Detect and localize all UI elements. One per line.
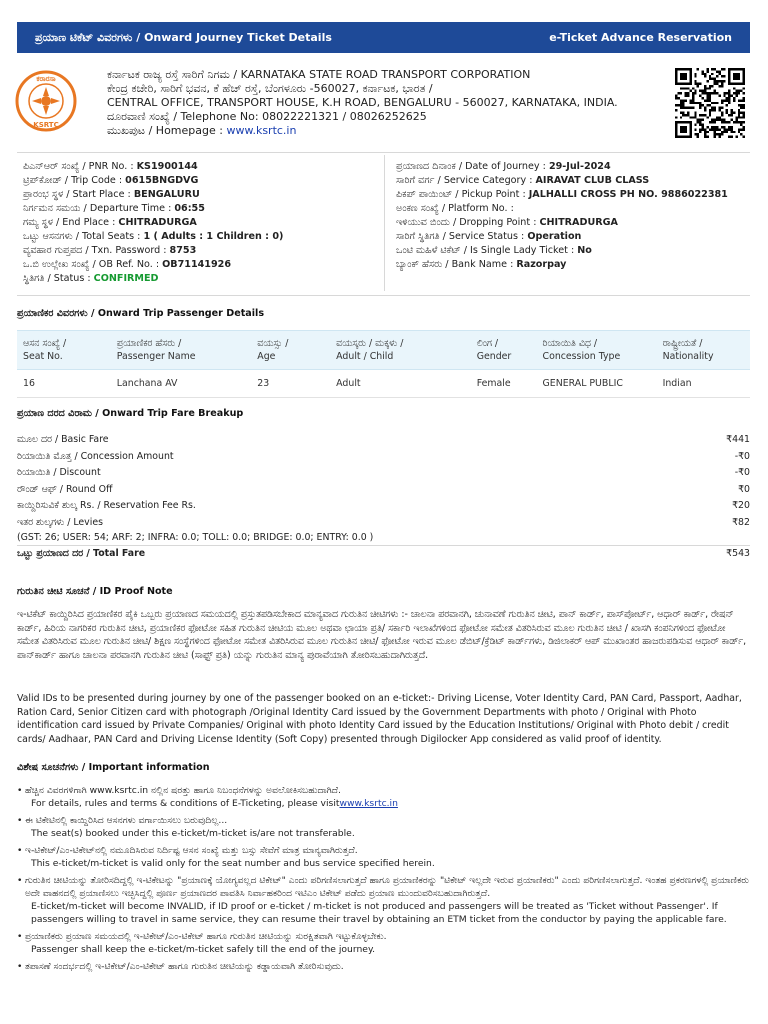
corp-name: ಕರ್ನಾಟಕ ರಾಜ್ಯ ರಸ್ತೆ ಸಾರಿಗೆ ನಿಗಮ / KARNATAKA STATE ROAD TRANSPORT CORPORATION: [107, 68, 531, 81]
info-row: [396, 174, 728, 188]
note-kannada: ಹೆಚ್ಚಿನ ವಿವರಗಳಿಗಾಗಿ www.ksrtc.in ನಲ್ಲಿನ ಷರತ್ತು ಹಾಗೂ ನಿಬಂಧನೆಗಳನ್ನು ಅವಲೋಕಿಸಬಹುದಾಗಿದೆ.: [25, 785, 341, 796]
table-cell: Indian: [657, 370, 750, 398]
note-kannada: ಇ-ಟಿಕೇಟ್/ಎಂ-ಟಿಕೇಟ್‌ನಲ್ಲಿ ನಮೂದಿಸಿರುವ ನಿರ್ದಿಷ್ಟ ಆಸನ ಸಂಖ್ಯೆ ಮತ್ತು ಬಸ್ಸು ಸೇವೆಗೆ ಮಾತ್ರ ಮಾನ್ಯವಾಗಿರುತ್ತದೆ.: [25, 845, 358, 856]
info-label: ಸಾರಿಗೆ ಸ್ಥಿತಿಗತಿ / Service Status :: [396, 231, 528, 242]
fare-value: ₹20: [732, 500, 750, 512]
table-cell: 16: [17, 370, 111, 398]
note-english: Passenger shall keep the e-ticket/m-ticket safely till the end of the journey.: [31, 944, 375, 955]
fare-section-title: ಪ್ರಯಾಣ ದರದ ವಿರಾಮ / Onward Trip Fare Breakup: [17, 408, 244, 419]
ksrtc-logo-icon: [15, 70, 77, 132]
column-header-en: Adult / Child: [336, 351, 394, 362]
list-item: [17, 784, 750, 810]
fare-label: ರಿಯಾಯಿತಿ ಮೊತ್ತ / Concession Amount: [17, 450, 174, 462]
ticket-type: e-Ticket Advance Reservation: [549, 31, 732, 44]
column-header: [251, 331, 330, 370]
column-divider: [384, 155, 385, 291]
fare-row: [17, 517, 750, 528]
column-header: [111, 331, 252, 370]
info-value: CONFIRMED: [93, 273, 159, 284]
important-info-title: ವಿಶೇಷ ಸೂಚನೆಗಳು / Important information: [17, 762, 210, 773]
list-item: [17, 930, 750, 956]
note-english: For details, rules and terms & conditions of E-Ticketing, please visit: [31, 798, 340, 809]
fare-value: ₹0: [738, 483, 750, 495]
column-header-en: Nationality: [662, 351, 714, 362]
fare-label: ರಿಯಾಯಿತಿ / Discount: [17, 467, 101, 479]
fare-label: ಕಾಯ್ದಿರಿಸುವಿಕೆ ಶುಲ್ಕ Rs. / Reservation Fee Rs.: [17, 500, 196, 512]
info-label: ಅಂಕಣ ಸಂಖ್ಯೆ / Platform No. :: [396, 203, 514, 214]
table-cell: 23: [251, 370, 330, 398]
note-english: This e-ticket/m-ticket is valid only for the seat number and bus service specified herein.: [31, 858, 435, 869]
table-row: [17, 370, 750, 398]
bullet-icon: •: [17, 785, 23, 796]
corp-address-en: CENTRAL OFFICE, TRANSPORT HOUSE, K.H ROAD, BENGALURU - 560027, KARNATAKA, INDIA.: [107, 96, 618, 109]
id-proof-kannada: ಇ-ಟಿಕೆಟ್ ಕಾಯ್ದಿರಿಸಿದ ಪ್ರಯಾಣಿಕರ ಪೈಕಿ ಒಬ್ಬರು ಪ್ರಯಾಣದ ಸಮಯದಲ್ಲಿ ಪ್ರಸ್ತುತಪಡಿಸಬೇಕಾದ ಮಾನ್ಯವಾದ ಗುರುತಿನ ಚೀಟಿಗಳು :- ಚಾಲನಾ ಪರವಾನಗಿ, ಚುನಾವಣೆ ಗುರುತಿನ ಚೀಟಿ, ಪಾನ್ ಕಾರ್ಡ್, ಪಾಸ್‌ಪೋರ್ಟ್, ಆಧಾರ್ ಕಾರ್ಡ್, ರೇಷನ್ ಕಾರ್ಡ್, ಹಿರಿಯ ನಾಗರಿಕರ ಗುರುತಿನ ಚೀಟಿ, ಪ್ರಯಾಣಿಕರ ಫೋಟೋ ಸಹಿತ ಗುರುತಿನ ಚೀಟಿಯ ಮೂಲ ಅಥವಾ ಛಾಯಾ ಪ್ರತಿ/ ಸರ್ಕಾರಿ ಇಲಾಖೆಗಳಿಂದ ಫೋಟೋ ಸಮೇತ ವಿತರಿಸಿರುವ ಮೂಲ ಗುರುತಿನ ಚೀಟಿ / ಖಾಸಗಿ ಕಂಪನಿಗಳಿಂದ ಫೋಟೋ ಸಮೇತ ವಿತರಿಸಿರುವ ಮೂಲ ಗುರುತಿನ ಚೀಟಿ/ ಶಿಕ್ಷಣ ಸಂಸ್ಥೆಗಳಿಂದ ಫೋಟೋ ಸಮೇತ ವಿತರಿಸಿರುವ ಮೂಲ ಗುರುತಿನ ಚೀಟಿ/ ಫೋಟೋ ಇರುವ ಮೂಲ ಡೆಬಿಟ್/ಕ್ರೆಡಿಟ್ ಕಾರ್ಡ್‌ಗಳು, ಡಿಜಿಲಾಕರ್ ಆಪ್ ಮುಖಾಂತರ ಹಾಜರುಪಡಿಸುವ ಆಧಾರ್ ಕಾರ್ಡ್, ಪಾನ್‌ಕಾರ್ಡ್ ಹಾಗೂ ಚಾಲನಾ ಪರವಾನಗಿ ಗುರುತಿನ ಚೀಟಿ (ಸಾಫ್ಟ್ ಪ್ರತಿ) ಯನ್ನು ಗುರುತಿನ ಮಾನ್ಯ ಪುರಾವೆಯಾಗಿ ತೋರಿಸಬಹುದಾಗಿರುತ್ತದೆ.: [17, 609, 747, 661]
info-label: ಟ್ರಿಪ್‌ಕೋಡ್ / Trip Code :: [23, 175, 126, 186]
fare-label: ಇತರ ಶುಲ್ಕಗಳು / Levies: [17, 517, 103, 528]
bullet-icon: •: [17, 931, 23, 942]
column-header-en: Gender: [476, 351, 512, 362]
info-value: 29-Jul-2024: [548, 161, 611, 172]
note-kannada: ಈ ಟಿಕೇಟಿನಲ್ಲಿ ಕಾಯ್ದಿರಿಸಿದ ಆಸನಗಳು ವರ್ಗಾಯಿಸಲು ಬರುವುದಿಲ್ಲ...: [25, 815, 228, 826]
corp-homepage-row: [107, 124, 618, 138]
fare-label: ರೌಂಡ್ ಆಫ್ / Round Off: [17, 483, 113, 495]
info-label: ಇಳಿಯುವ ಬಿಂದು / Dropping Point :: [396, 217, 540, 228]
info-value: 06:55: [174, 203, 205, 214]
bullet-icon: •: [17, 875, 23, 886]
info-label: ಪ್ರಾರಂಭ ಸ್ಥಳ / Start Place :: [23, 189, 134, 200]
info-row: [23, 188, 283, 202]
fare-row: [17, 467, 750, 478]
column-header-kn: ಲಿಂಗ /: [476, 338, 499, 349]
info-value: 8753: [169, 245, 197, 256]
info-row: [23, 230, 283, 244]
corp-address-kn: ಕೇಂದ್ರ ಕಚೇರಿ, ಸಾರಿಗೆ ಭವನ, ಕೆ ಹೆಚ್ ರಸ್ತೆ, ಬೆಂಗಳೂರು -560027, ಕರ್ನಾಟಕ, ಭಾರತ /: [107, 82, 433, 95]
info-row: [396, 202, 728, 216]
info-label: ಸಾರಿಗೆ ವರ್ಗ / Service Category :: [396, 175, 536, 186]
info-value: CHITRADURGA: [539, 217, 618, 228]
column-header-kn: ಪ್ರಯಾಣಿಕರ ಹೆಸರು /: [116, 338, 182, 349]
info-value: BENGALURU: [133, 189, 200, 200]
info-row: [396, 216, 728, 230]
info-value: AIRAVAT CLUB CLASS: [535, 175, 650, 186]
corporation-info: [107, 68, 618, 138]
corp-telephone: ದೂರವಾಣಿ ಸಂಖ್ಯೆ / Telephone No: 08022221321 / 08026252625: [107, 110, 427, 123]
info-value: OB71141926: [162, 259, 232, 270]
fare-value: -₹0: [734, 450, 750, 462]
divider: [17, 295, 750, 296]
divider: [17, 152, 750, 153]
info-label: ಪ್ರಯಾಣದ ದಿನಾಂಕ / Date of Journey :: [396, 161, 549, 172]
note-link[interactable]: www.ksrtc.in: [339, 798, 398, 809]
column-header-kn: ರಾಷ್ಟ್ರೀಯತೆ /: [662, 338, 703, 349]
column-header-en: Concession Type: [542, 351, 621, 362]
info-value: Operation: [527, 231, 582, 242]
qr-code-icon: [674, 68, 746, 138]
table-cell: GENERAL PUBLIC: [537, 370, 657, 398]
passenger-table: [17, 330, 750, 398]
info-label: ಒಟ್ಟು ಆಸನಗಳು / Total Seats :: [23, 231, 144, 242]
list-item: [17, 960, 750, 973]
list-item: [17, 814, 750, 840]
info-row: [23, 272, 283, 286]
table-cell: Lanchana AV: [111, 370, 252, 398]
journey-info-right: [396, 160, 728, 272]
info-label: ವ್ಯವಹಾರ ಗುಪ್ತಪದ / Txn. Password :: [23, 245, 170, 256]
journey-info-left: [23, 160, 283, 286]
note-kannada: ತಪಾಸಣೆ ಸಂದರ್ಭದಲ್ಲಿ ಇ-ಟಿಕೇಟ್/ಎಂ-ಟಿಕೇಟ್ ಹಾಗೂ ಗುರುತಿನ ಚೀಟಿಯನ್ನು ಕಡ್ಡಾಯವಾಗಿ ತೋರಿಸುವುದು.: [25, 961, 344, 972]
info-value: 0615BNGDVG: [125, 175, 199, 186]
important-notes-list: [17, 784, 750, 977]
info-value: JALHALLI CROSS PH NO. 9886022381: [528, 189, 728, 200]
info-row: [23, 258, 283, 272]
column-header: [17, 331, 111, 370]
note-kannada: ಪ್ರಯಾಣಿಕರು ಪ್ರಯಾಣ ಸಮಯದಲ್ಲಿ ಇ-ಟಿಕೇಟ್/ಎಂ-ಟಿಕೇಟ್ ಹಾಗೂ ಗುರುತಿನ ಚೀಟಿಯನ್ನು ಸುರಕ್ಷಿತವಾಗಿ ಇಟ್ಟುಕೊಳ್ಳಬೇಕು.: [25, 931, 387, 942]
fare-row: [17, 434, 750, 445]
passenger-section-title: ಪ್ರಯಾಣಿಕರ ವಿವರಗಳು / Onward Trip Passenger Details: [17, 308, 265, 319]
table-cell: Adult: [330, 370, 471, 398]
fare-label: ಮೂಲ ದರ / Basic Fare: [17, 434, 109, 445]
fare-row: [17, 500, 750, 511]
homepage-link[interactable]: www.ksrtc.in: [226, 124, 297, 137]
info-row: [23, 244, 283, 258]
column-header-kn: ರಿಯಾಯಿತಿ ವಿಧ /: [542, 338, 598, 349]
column-header-en: Seat No.: [23, 351, 63, 362]
fare-value: ₹82: [732, 517, 750, 528]
id-proof-english: Valid IDs to be presented during journey by one of the passenger booked on an e-ticket:- Driving License, Voter Identity Card, PAN Card, Passport, Aadhar, Ration Card, Senior Citizen card with photograph /Original Identity Card issued by the Government Departments with photo / Original with Photo identification card issued by Private Companies/ Original with photo Identity Card issued by the Education Institutions/ Original with Photo debit / credit cards/ Aadhaar, PAN Card and Driving License Identity (Soft Copy) presented through Digilocker App considered as valid proof of identity.: [17, 693, 742, 745]
info-value: CHITRADURGA: [118, 217, 197, 228]
note-english: The seat(s) booked under this e-ticket/m-ticket is/are not transferable.: [31, 828, 355, 839]
column-header-en: Age: [257, 351, 276, 362]
column-header: [330, 331, 471, 370]
info-value: Razorpay: [516, 259, 567, 270]
total-fare-label: ಒಟ್ಟು ಪ್ರಯಾಣದ ದರ / Total Fare: [17, 548, 146, 559]
info-row: [396, 230, 728, 244]
homepage-label: ಮುಖಪುಟ / Homepage :: [107, 124, 227, 137]
fare-value: -₹0: [734, 467, 750, 479]
logo-top-text: ಕರಾರಸಾ: [36, 75, 56, 83]
fare-value: ₹441: [726, 434, 750, 445]
column-header: [537, 331, 657, 370]
info-label: ಪಿಕಪ್ ಪಾಯಿಂಟ್ / Pickup Point :: [396, 189, 529, 200]
bullet-icon: •: [17, 815, 23, 826]
total-fare-row: [17, 548, 750, 559]
bullet-icon: •: [17, 845, 23, 856]
info-row: [396, 188, 728, 202]
info-value: KS1900144: [136, 161, 198, 172]
table-cell: Female: [471, 370, 537, 398]
info-label: ಗಮ್ಯ ಸ್ಥಳ / End Place :: [23, 217, 119, 228]
list-item: [17, 844, 750, 870]
column-header: [657, 331, 750, 370]
info-row: [396, 160, 728, 174]
column-header-en: Passenger Name: [116, 351, 196, 362]
info-row: [23, 174, 283, 188]
divider: [17, 545, 750, 546]
info-label: ಒ.ಬಿ ಉಲ್ಲೇಖ ಸಂಖ್ಯೆ / OB Ref. No. :: [23, 259, 163, 270]
fare-row: [17, 451, 750, 462]
note-kannada: ಗುರುತಿನ ಚೀಟಿಯನ್ನು ತೋರಿಸದಿದ್ದಲ್ಲಿ ಇ-ಟಿಕೇಟನ್ನು "ಪ್ರಯಾಣಕ್ಕೆ ಯೋಗ್ಯವಲ್ಲದ ಟಿಕೇಟ್" ಎಂದು ಪರಿಗಣಿಸಲಾಗುತ್ತದೆ ಹಾಗೂ ಪ್ರಯಾಣಿಕರನ್ನು "ಟಿಕೇಟ್ ಇಲ್ಲದೇ ಇರುವ ಪ್ರಯಾಣಿಕರು" ಎಂದು ಪರಿಗಣಿಸಲಾಗುತ್ತದೆ. ಇಂತಹ ಪ್ರಕರಣಗಳಲ್ಲಿ ಪ್ರಯಾಣಿಕರು ಅದೇ ವಾಹನದಲ್ಲಿ ಪ್ರಯಾಣಿಸಲು ಇಚ್ಛಿಸಿದ್ದಲ್ಲಿ ಪೂರ್ಣ ಪ್ರಯಾಣದರ ಪಾವತಿಸಿ ನಿರ್ವಾಹಕರಿಂದ ಇಟಿಎಂ ಟಿಕೇಟ್ ಪಡೆದು ಪ್ರಯಾಣ ಮುಂದುವರಿಸಬಹುದಾಗಿರುತ್ತದೆ.: [25, 875, 749, 899]
info-value: 1 ( Adults : 1 Children : 0): [143, 231, 284, 242]
info-row: [396, 244, 728, 258]
id-proof-section-title: ಗುರುತಿನ ಚೀಟಿ ಸೂಚನೆ / ID Proof Note: [17, 586, 173, 597]
info-label: ಬ್ಯಾಂಕ್ ಹೆಸರು / Bank Name :: [396, 259, 517, 270]
note-english: E-ticket/m-ticket will become INVALID, if ID proof or e-ticket / m-ticket is not produced and passengers will be treated as 'Ticket without Passenger'. If passengers willing to travel in same service, they can resume their travel by obtaining an ETM ticket from the conductor by paying the applicable fare.: [31, 901, 727, 925]
column-header-kn: ವಯಸ್ಸು /: [257, 338, 289, 349]
total-fare-value: ₹543: [726, 548, 750, 559]
info-label: ಪಿಎನ್ಆರ್ ಸಂಖ್ಯೆ / PNR No. :: [23, 161, 137, 172]
ticket-header-bar: [17, 22, 750, 53]
info-row: [23, 202, 283, 216]
info-row: [23, 160, 283, 174]
info-label: ನಿರ್ಗಮನ ಸಮಯ / Departure Time :: [23, 203, 175, 214]
info-row: [396, 258, 728, 272]
column-header-kn: ಆಸನ ಸಂಖ್ಯೆ /: [23, 338, 67, 349]
list-item: [17, 874, 750, 926]
logo-bottom-text: KSRTC: [33, 121, 59, 129]
ticket-title: ಪ್ರಯಾಣ ಟಿಕೆಟ್ ವಿವರಗಳು / Onward Journey Ticket Details: [35, 30, 332, 44]
fare-row: [17, 484, 750, 495]
bullet-icon: •: [17, 961, 23, 972]
column-header: [471, 331, 537, 370]
info-label: ಒಂಟಿ ಮಹಿಳೆ ಟಿಕೆಟ್ / Is Single Lady Ticket :: [396, 245, 578, 256]
info-value: No: [577, 245, 592, 256]
column-header-kn: ವಯಸ್ಕರು / ಮಕ್ಕಳು /: [336, 338, 404, 349]
info-row: [23, 216, 283, 230]
info-label: ಸ್ಥಿತಿಗತಿ / Status :: [23, 273, 94, 284]
gst-breakup: (GST: 26; USER: 54; ARF: 2; INFRA: 0.0; TOLL: 0.0; BRIDGE: 0.0; ENTRY: 0.0 ): [17, 532, 374, 543]
